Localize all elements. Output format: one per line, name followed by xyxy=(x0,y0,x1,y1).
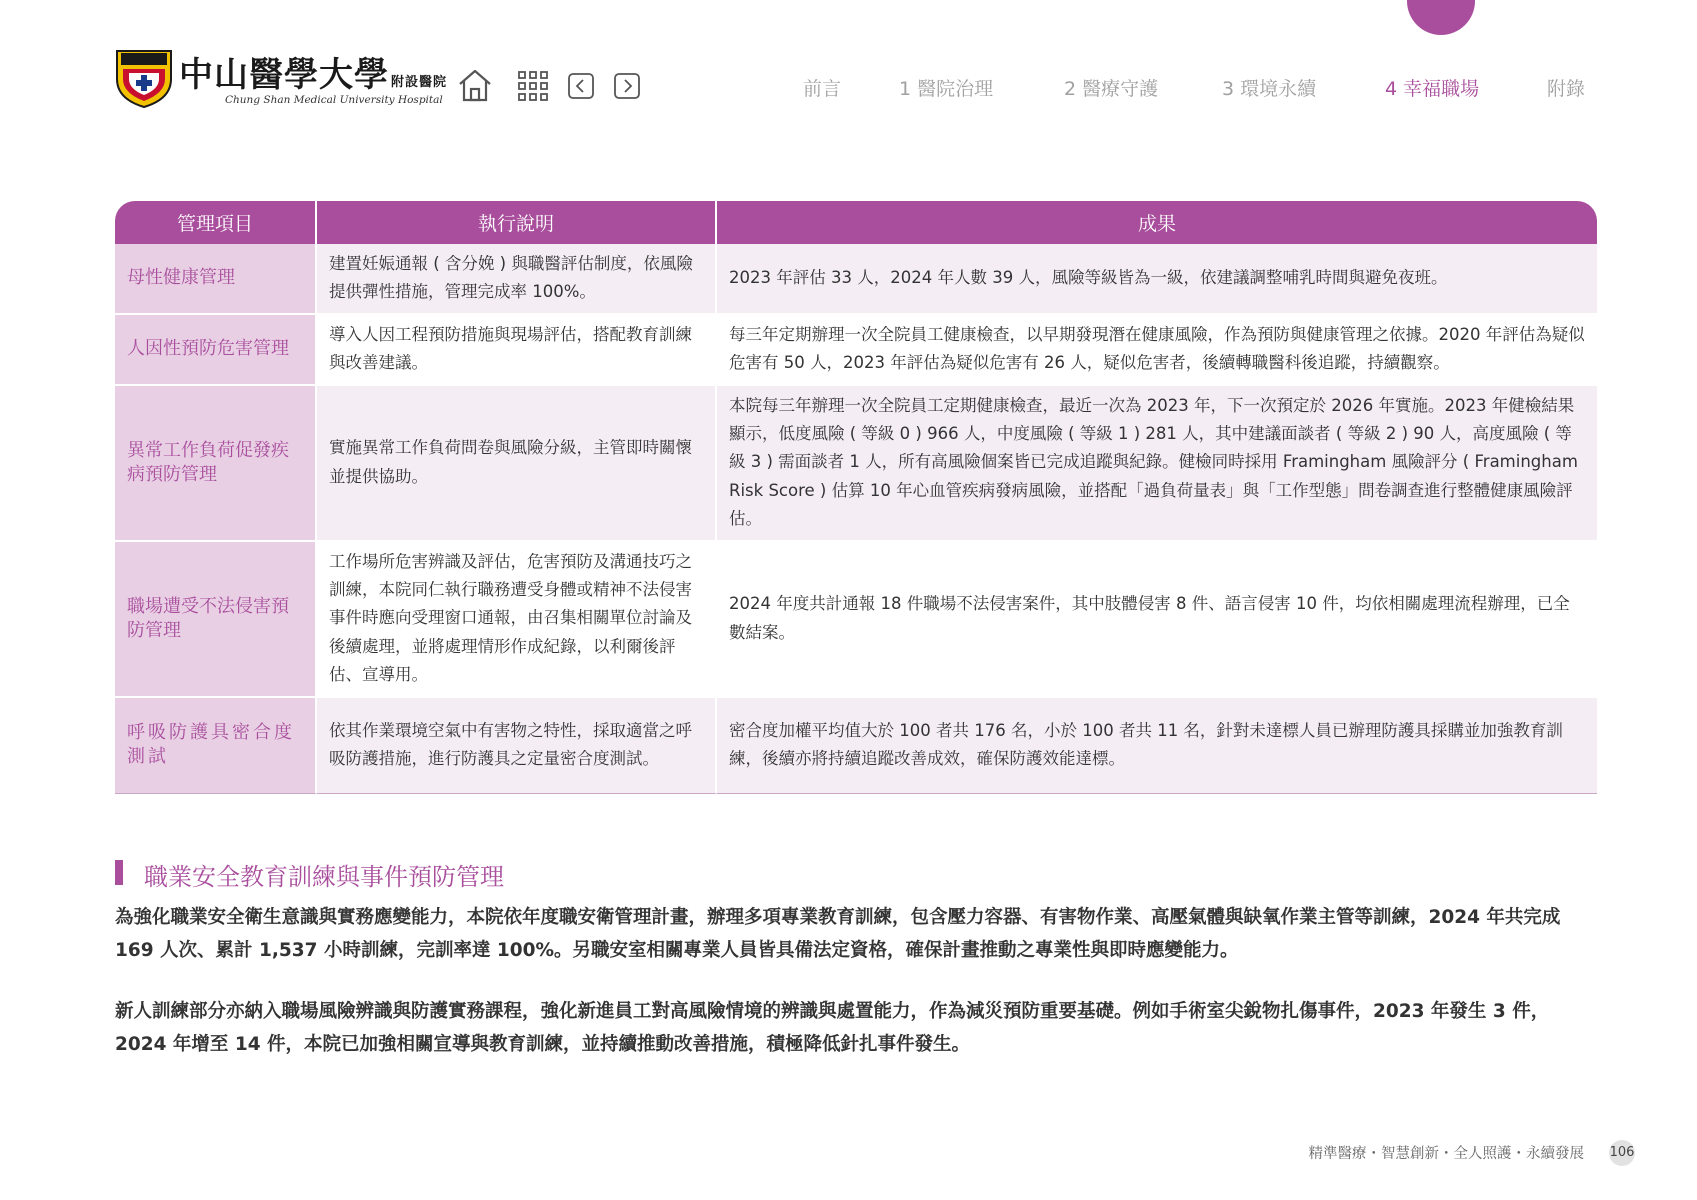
row-result: 本院每三年辦理一次全院員工定期健康檢查，最近一次為 2023 年，下一次預定於 2026 年實施。2023 年健檢結果顯示，低度風險 ( 等級 0 ) 966 人，中度風險 ( 等級 1 ) 281 人，其中建議面談者 ( 等級 2 ) 90 人，高度風險 ( 等級 3 ) 需面談者 1 人，所有高風險個案皆已完成追蹤與紀錄。健檢同時採用 Framingham 風險評分 ( Framingham Risk Score ) 估算 10 年心血管疾病發病風險，並搭配「過負荷量表」與「工作型態」問卷調查進行整體健康風險評估。 xyxy=(717,386,1597,542)
header-description: 執行說明 xyxy=(317,201,717,244)
table-row xyxy=(115,244,1597,315)
table-row xyxy=(115,698,1597,794)
row-result: 每三年定期辦理一次全院員工健康檢查，以早期發現潛在健康風險，作為預防與健康管理之依據。2020 年評估為疑似危害有 50 人，2023 年評估為疑似危害有 26 人，疑似危害者，後續轉職醫科後追蹤，持續觀察。 xyxy=(717,315,1597,386)
row-item: 呼吸防護具密合度測試 xyxy=(115,698,317,794)
logo-chinese-name: 中山醫學大學 附設醫院 xyxy=(179,55,448,95)
nav-environment[interactable]: 3 環境永續 xyxy=(1222,78,1317,100)
footer-slogan: 精準醫療・智慧創新・全人照護・永續發展 xyxy=(1308,1146,1584,1162)
hospital-emblem-icon xyxy=(115,49,173,109)
header-result: 成果 xyxy=(717,201,1597,244)
section-title: 職業安全教育訓練與事件預防管理 xyxy=(144,863,504,891)
table-row xyxy=(115,386,1597,542)
nav-hospital-governance[interactable]: 1 醫院治理 xyxy=(899,78,994,100)
grid-icon[interactable] xyxy=(517,70,549,102)
row-description: 工作場所危害辨識及評估，危害預防及溝通技巧之訓練，本院同仁執行職務遭受身體或精神不法侵害事件時應向受理窗口通報，由召集相關單位討論及後續處理，並將處理情形作成紀錄，以利爾後評估、宣導用。 xyxy=(317,542,717,698)
row-description: 建置妊娠通報 ( 含分娩 ) 與職醫評估制度，依風險提供彈性措施，管理完成率 100%。 xyxy=(317,244,717,315)
nav-medical-care[interactable]: 2 醫療守護 xyxy=(1064,78,1159,100)
row-description: 依其作業環境空氣中有害物之特性，採取適當之呼吸防護措施，進行防護具之定量密合度測試。 xyxy=(317,698,717,794)
body-paragraph: 為強化職業安全衛生意識與實務應變能力，本院依年度職安衛管理計畫，辦理多項專業教育訓練，包含壓力容器、有害物作業、高壓氣體與缺氧作業主管等訓練，2024 年共完成 169 人次、累計 1,537 小時訓練，完訓率達 100%。另職安室相關專業人員皆具備法定資格，確保計畫推動之專業性與即時應變能力。 xyxy=(115,907,1561,961)
table-row xyxy=(115,542,1597,698)
page-number: 106 xyxy=(1609,1140,1635,1166)
nav-appendix[interactable]: 附錄 xyxy=(1547,78,1586,100)
home-icon[interactable] xyxy=(457,68,493,102)
row-description: 實施異常工作負荷問卷與風險分級，主管即時關懷並提供協助。 xyxy=(317,386,717,542)
header-item: 管理項目 xyxy=(115,201,317,244)
row-item: 異常工作負荷促發疾病預防管理 xyxy=(115,386,317,542)
row-result: 2024 年度共計通報 18 件職場不法侵害案件，其中肢體侵害 8 件、語言侵害 10 件，均依相關處理流程辦理，已全數結案。 xyxy=(717,542,1597,698)
chevron-right-icon[interactable] xyxy=(614,73,640,99)
section-title-bar xyxy=(115,860,123,885)
nav-happy-workplace[interactable]: 4 幸福職場 xyxy=(1385,78,1480,100)
row-result: 密合度加權平均值大於 100 者共 176 名，小於 100 者共 11 名，針對未達標人員已辦理防護具採購並加強教育訓練，後續亦將持續追蹤改善成效，確保防護效能達標。 xyxy=(717,698,1597,794)
logo-english-name: Chung Shan Medical University Hospital xyxy=(225,94,443,106)
row-result: 2023 年評估 33 人，2024 年人數 39 人，風險等級皆為一級，依建議調整哺乳時間與避免夜班。 xyxy=(717,244,1597,315)
row-description: 導入人因工程預防措施與現場評估，搭配教育訓練與改善建議。 xyxy=(317,315,717,386)
table-row xyxy=(115,315,1597,386)
row-item: 職場遭受不法侵害預防管理 xyxy=(115,542,317,698)
management-table xyxy=(115,201,1597,794)
row-item: 人因性預防危害管理 xyxy=(115,315,317,386)
chevron-left-icon[interactable] xyxy=(568,73,594,99)
row-item: 母性健康管理 xyxy=(115,244,317,315)
decorative-circle xyxy=(1407,0,1475,35)
nav-foreword[interactable]: 前言 xyxy=(803,78,842,100)
hospital-logo[interactable] xyxy=(115,47,448,111)
body-paragraph: 新人訓練部分亦納入職場風險辨識與防護實務課程，強化新進員工對高風險情境的辨識與處置能力，作為減災預防重要基礎。例如手術室尖銳物扎傷事件，2023 年發生 3 件，2024 年增至 14 件，本院已加強相關宣導與教育訓練，並持續推動改善措施，積極降低針扎事件發生。 xyxy=(115,1001,1550,1055)
